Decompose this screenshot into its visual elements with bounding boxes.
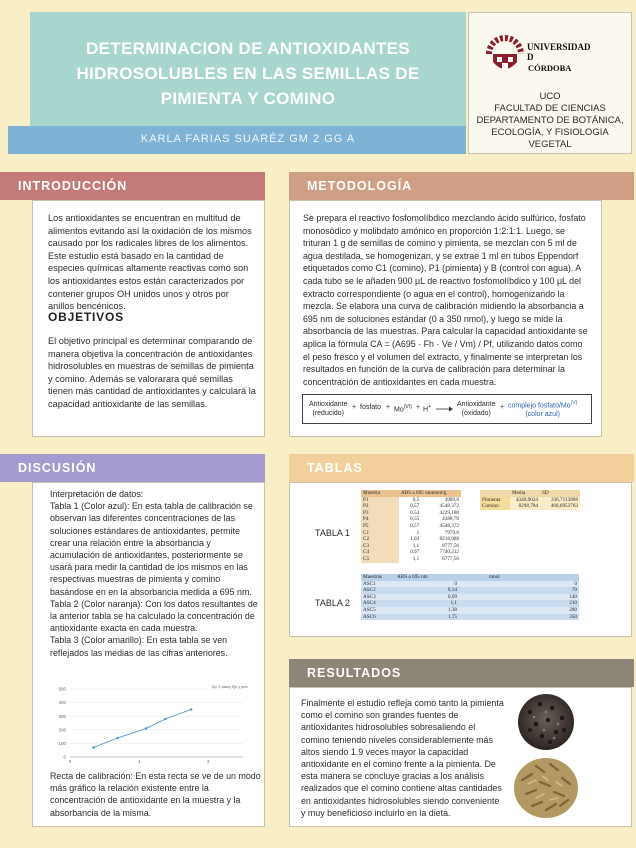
- table1-cell: C5: [361, 556, 399, 563]
- table1-cell: 1,03: [410, 536, 420, 543]
- table2-cell: 280: [569, 606, 577, 613]
- table1-row: [361, 497, 461, 504]
- table1-cell: P1: [361, 497, 399, 504]
- author-name: KARLA FARIAS SUARÉZ GM 2 GG A: [140, 133, 356, 145]
- table1-cell: 7740,212: [439, 549, 459, 556]
- table1-cell: 8777,56: [442, 555, 459, 562]
- table1-row: [361, 503, 461, 510]
- objetivos-heading: OBJETIVOS: [48, 310, 124, 324]
- university-seal-icon: [485, 32, 525, 78]
- poster-title: DETERMINACION DE ANTIOXIDANTES HIDROSOLUBLES EN LAS SEMILLAS DE PIMIENTA Y COMINO: [76, 39, 420, 108]
- table3-header: Media: [512, 490, 526, 496]
- table2-cell: 0: [454, 580, 457, 587]
- table1-row: [361, 536, 461, 543]
- table2-cell: 1,1: [450, 600, 457, 607]
- table1-cell: 8218,988: [439, 536, 459, 543]
- table2-label: TABLA 2: [315, 598, 350, 608]
- reactant-phosphate: fosfato: [360, 404, 382, 411]
- table2-cell: 0,69: [447, 593, 457, 600]
- table2-cell: 1,75: [447, 613, 457, 620]
- table1: [361, 490, 461, 563]
- reactant-antioxidant: Antioxidante (reducido): [309, 401, 348, 417]
- table1-row: [361, 516, 461, 523]
- table1-row: [361, 530, 461, 537]
- table1-header: Muestra: [363, 490, 380, 496]
- table2-cell: 1,38: [447, 606, 457, 613]
- table1-row: [361, 543, 461, 550]
- table1-cell: 1: [416, 529, 420, 536]
- chart-y-tick-label: 300: [58, 713, 66, 719]
- product-blue-complex: complejo fosfato/$Mo^{(V)}$ (color azul): [508, 400, 578, 419]
- tables-heading: TABLAS: [289, 454, 634, 482]
- reaction-equation: [302, 394, 592, 424]
- reaction-arrow-icon: [436, 406, 454, 412]
- chart-point: [164, 718, 167, 721]
- table1-row: [361, 556, 461, 563]
- table3-cell: 468,6953763: [540, 503, 580, 510]
- table1-cell: 1,1: [412, 542, 420, 549]
- table2-row: [361, 614, 579, 621]
- chart-point: [145, 727, 148, 730]
- calibration-chart: [48, 683, 248, 767]
- table1-cell: 0,57: [410, 503, 420, 510]
- table3-row: [480, 497, 580, 504]
- table1-cell: 4548,372: [439, 522, 459, 529]
- recta-text: Recta de calibración: En esta recta se ve de un modo más gráfico la relación existente entre la concentración de antioxidante en la muestra y la absorbancia de la misma.: [50, 771, 261, 818]
- table3-header: SD: [542, 490, 549, 496]
- table2-cell: ASC3: [363, 593, 376, 600]
- table2-row: [361, 607, 579, 614]
- table1-cell: 0,53: [410, 509, 420, 516]
- chart-point: [190, 708, 193, 711]
- table1-cell: C4: [361, 549, 399, 556]
- table2-row: [361, 581, 579, 588]
- table2-row: [361, 600, 579, 607]
- table1-cell: 7979,6: [444, 529, 459, 536]
- logo-wordmark: UNIVERSIDAD D: [527, 42, 591, 62]
- table1-row: [361, 549, 461, 556]
- table2-header: nmol: [489, 574, 500, 580]
- chart-y-tick-label: 200: [58, 727, 66, 733]
- chart-x-tick-label: 2: [207, 759, 210, 764]
- intro-text: Los antioxidantes se encuentran en multitud de alimentos evitando así la oxidación de los mismos causado por los radicales libres de los alimentos. Este estudio está basado en la cantidad de especies químicas altamente reactivas como son los antioxidantes estos están caracterizados por contener grupos OH unidos unos y otros por anillos bencénicos.: [48, 213, 252, 312]
- table2-header: Muestras: [363, 574, 383, 580]
- table1-cell: 4229,188: [439, 509, 459, 516]
- table1-cell: P3: [361, 510, 399, 517]
- table2-cell: ASC6: [363, 613, 376, 620]
- table1-cell: 4388,78: [442, 516, 459, 523]
- table2-cell: 0: [574, 580, 577, 587]
- table1-cell: 8777,56: [442, 542, 459, 549]
- product-antioxidant: Antioxidante (oxidado): [457, 401, 496, 417]
- table1-cell: 0,55: [410, 516, 420, 523]
- table1-row: [361, 523, 461, 530]
- table3-header: [480, 490, 510, 497]
- table2-cell: 0,34: [447, 587, 457, 594]
- results-text: Finalmente el estudio refleja como tanto la pimienta como el comino son grandes fuentes de antioxidantes hidrosolubles sobresaliendo el comino teniendo niveles considerablemente más altos siendo 1.9 veces mayor la capacidad antioxidante en el comino frente a la pimienta. De esta manera se concluye gracias a los análisis realizados que el comino contiene altas cantidades en antioxidantes hidrosolubles siendo conveniente y muy beneficioso incluirlo en la dieta.: [301, 698, 504, 818]
- chart-x-tick-label: 0: [68, 759, 72, 764]
- table3: [480, 490, 580, 510]
- chart-x-tick-label: 1: [137, 759, 141, 764]
- reactant-hydrogen: H+: [423, 404, 431, 414]
- objetivos-text: El objetivo principal es determinar comparando de manera objetiva la concentración de antioxidantes hidrosolubles en muestras de semillas de pimienta y comino. Además se valorarara qué semillas tienen más cantidad de antioxidantes y calculará la capacidad antioxidante de las semillas.: [48, 336, 256, 409]
- table3-cell: 236,7113898: [540, 497, 580, 504]
- table1-row: [361, 510, 461, 517]
- intro-heading: INTRODUCCIÓN: [0, 172, 265, 200]
- table1-header: ABS a 695 nmnmol/g: [401, 490, 447, 496]
- table2-cell: ASC2: [363, 587, 376, 594]
- table2-cell: ASC1: [363, 580, 376, 587]
- cumin-seeds-icon: [512, 754, 580, 820]
- table1-cell: 0,5: [412, 496, 420, 503]
- table3-row: [480, 503, 580, 510]
- plus-sign: +: [500, 404, 505, 411]
- table2-cell: ASC4: [363, 600, 376, 607]
- plus-sign: +: [352, 404, 357, 411]
- black-pepper-seeds-icon: [516, 690, 576, 752]
- table1-cell: 3989,8: [444, 496, 459, 503]
- institution-text: UCO FACULTAD DE CIENCIAS DEPARTAMENTO DE BOTÁNICA, ECOLOGÍA, Y FISIOLOGIA VEGETAL: [476, 91, 624, 150]
- method-text: Se prepara el reactivo fosfomolíbdico mezclando ácido sulfúrico, fosfato monosódico y molibdato amónico en proporción 1:2:1:1. Luego, se trituran 1 g de semillas de comino y pimienta, se mezclan con 5 ml de agua destilada, se homogenizan, y se extrae 1 ml en tubos Eppendorf etiquetados como C1 (comino), P1 (pimienta) y B (control con agua). A cada tubo se le añaden 900 μL de reactivo fosfomolíbdico y 100 μL del extracto correspondiente (o agua en el control), homogenizando la mezcla. Se elabora una curva de calibración midiendo la absorbancia a 695 nm de soluciones estándar (0 a 350 nmol), y luego se mide la absorbancia de las muestras. Para calcular la capacidad antioxidante se aplica la fórmula CA = (A695 · Fh · Ve / Vm) / Pf, utilizando datos como el peso fresco y el volumen del extracto, y finalmente se interpretan los resultados en función de la curva de calibración para determinar la concentración de antioxidantes en cada muestra.: [303, 213, 588, 387]
- discussion-text: Interpretación de datos: Tabla 1 (Color azul): En esta tabla de calibración se observan las diferentes concentraciones de las soluciones estándares de antioxidantes, permite crear una relación entre la absorbancia y acumulación de antioxidantes, posteriormente se usará para medir la cantidad de los mismos en las respectivas muestras de pimienta y comino basándose en en la absorbancia medida a 695 nm. Tabla 2 (Color naranja): Con los datos resultantes de la anterior tabla se ha calculado la concentración de antioxidante exacta en cada muestra. Tabla 3 (Color amarillo): En esta tabla se ven reflejados las medias de las cifras anteriores.: [50, 489, 258, 658]
- table2-row: [361, 587, 579, 594]
- table2-cell: 350: [569, 613, 577, 620]
- table2-cell: 140: [569, 593, 577, 600]
- chart-y-tick-label: 0: [63, 754, 66, 760]
- chart-point: [92, 746, 95, 749]
- table1-cell: 1,1: [412, 555, 420, 562]
- table1-cell: C3: [361, 543, 399, 550]
- table1-cell: 0,97: [410, 549, 420, 556]
- method-heading: METODOLOGÍA: [289, 172, 634, 200]
- table1-cell: C1: [361, 530, 399, 537]
- table2-cell: 70: [571, 587, 577, 594]
- table3-cell: Comino: [480, 503, 510, 510]
- table1-cell: P2: [361, 503, 399, 510]
- chart-series-line: [94, 709, 192, 747]
- table1-cell: P5: [361, 523, 399, 530]
- table1-label: TABLA 1: [315, 528, 350, 538]
- table2-header: ABS a 695 nm: [397, 574, 428, 580]
- plus-sign: +: [386, 404, 391, 411]
- chart-y-tick-label: 400: [58, 700, 66, 706]
- chart-y-tick-label: 500: [58, 686, 66, 692]
- table2-row: [361, 594, 579, 601]
- table1-cell: P4: [361, 516, 399, 523]
- chart-legend: Eje X asacy Eje y prec: [212, 685, 248, 689]
- discussion-heading: DISCUSIÓN: [0, 454, 265, 482]
- table2: [361, 574, 579, 620]
- table3-cell: Pimienta: [480, 497, 510, 504]
- reactant-molybdenum: $Mo^{(VI)}$: [394, 404, 412, 414]
- plus-sign: +: [416, 404, 421, 411]
- logo-wordmark-city: CÓRDOBA: [528, 63, 572, 73]
- chart-point: [116, 737, 119, 740]
- table1-cell: 4548,372: [439, 503, 459, 510]
- chart-y-tick-label: 100: [58, 741, 66, 746]
- table1-cell: C2: [361, 536, 399, 543]
- results-heading: RESULTADOS: [289, 659, 634, 687]
- table2-cell: 210: [569, 600, 577, 607]
- table3-cell: 8298,784: [510, 503, 540, 510]
- table3-cell: 4340,9024: [510, 497, 540, 504]
- table1-cell: 0,57: [410, 522, 420, 529]
- table2-cell: ASC5: [363, 606, 376, 613]
